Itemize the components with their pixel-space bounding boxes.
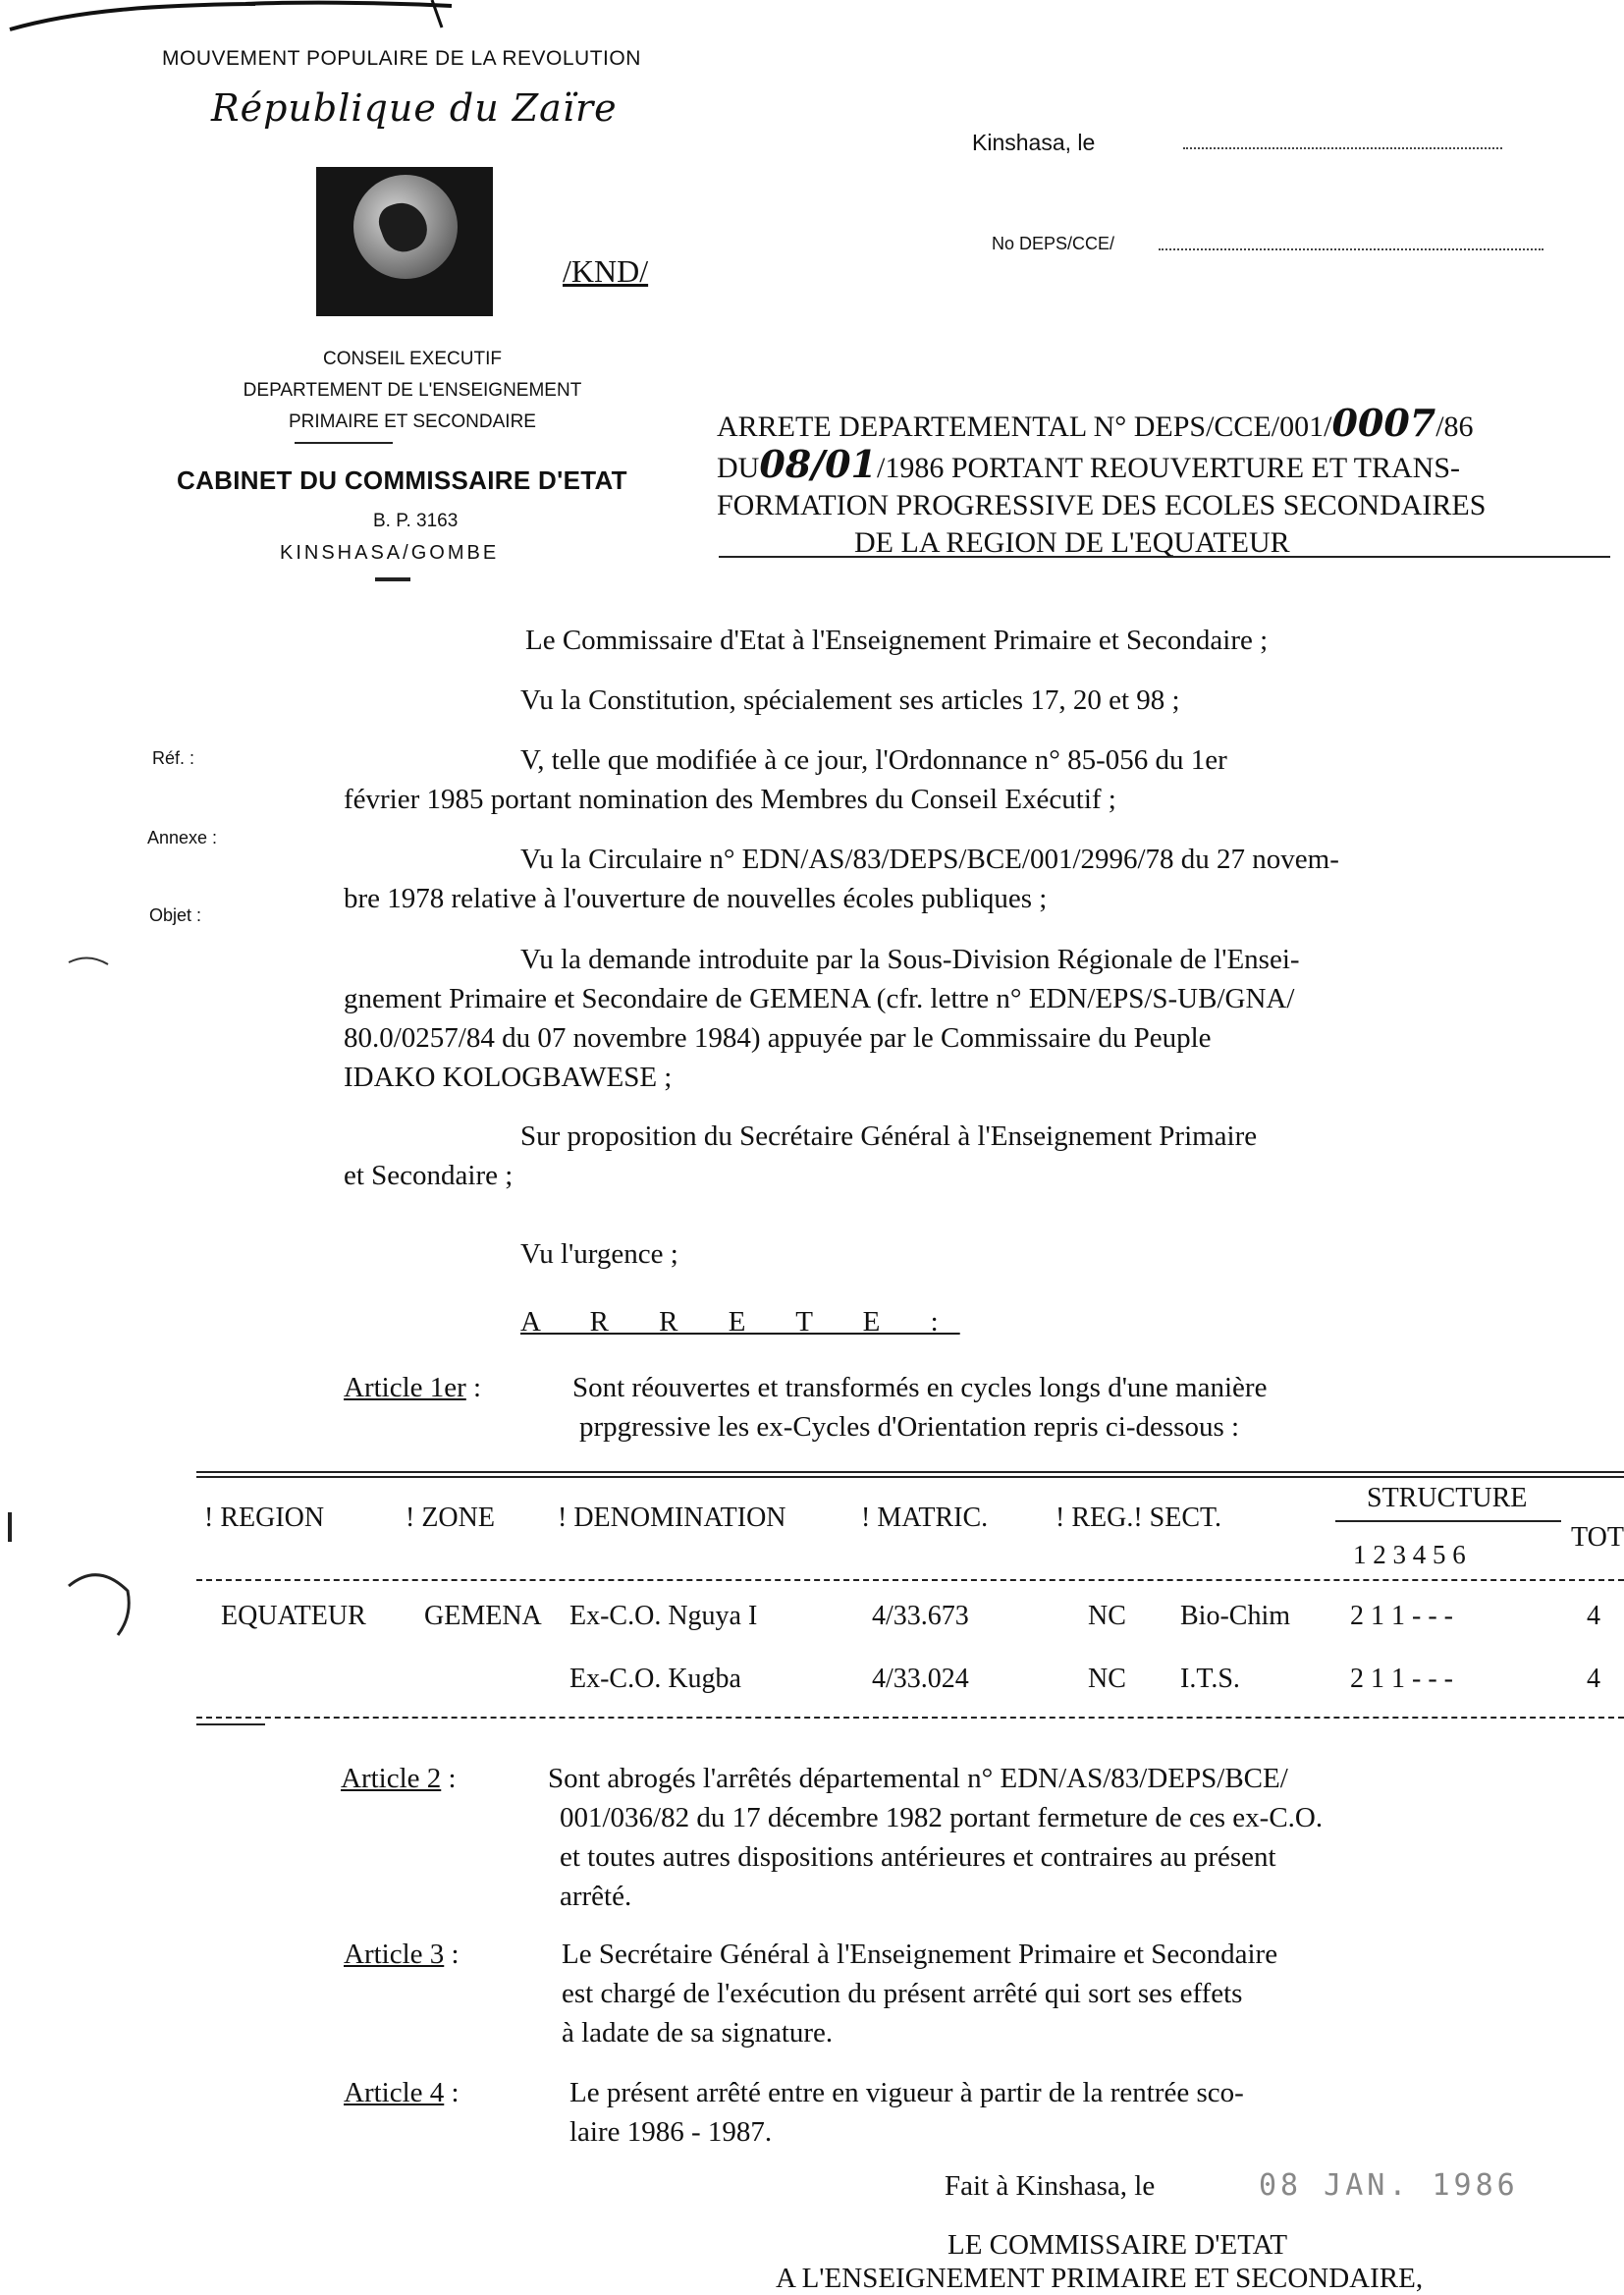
preamble-demande-d: IDAKO KOLOGBAWESE ;	[344, 1062, 673, 1093]
table-rule	[196, 1476, 1624, 1478]
preamble-constitution: Vu la Constitution, spécialement ses articles 17, 20 et 98 ;	[520, 684, 1180, 716]
cell-sect: I.T.S.	[1180, 1664, 1240, 1694]
decree-title	[717, 401, 1620, 562]
article2-b: 001/036/82 du 17 décembre 1982 portant fermeture de ces ex-C.O.	[560, 1802, 1324, 1833]
title-du: DU	[717, 452, 760, 484]
cabinet-title: CABINET DU COMMISSAIRE D'ETAT	[177, 465, 627, 495]
col-region: ! REGION	[204, 1503, 325, 1533]
article1-text-a: Sont réouvertes et transformés en cycles longs d'une manière	[572, 1372, 1268, 1403]
title-line3: FORMATION PROGRESSIVE DES ECOLES SECONDAIRES	[717, 489, 1487, 521]
divider	[295, 442, 393, 444]
department-line1: DEPARTEMENT DE L'ENSEIGNEMENT	[243, 380, 582, 401]
cell-denomination: Ex-C.O. Nguya I	[569, 1601, 758, 1631]
article3-label: Article 3 :	[344, 1939, 460, 1970]
ref-dotted-line	[1159, 248, 1543, 250]
article3-a: Le Secrétaire Général à l'Enseignement Primaire et Secondaire	[562, 1939, 1278, 1970]
preamble-proposition-a: Sur proposition du Secrétaire Général à l'Enseignement Primaire	[520, 1120, 1258, 1152]
arrete-heading: A R R E T E :	[520, 1306, 960, 1338]
title-year: /86	[1435, 410, 1474, 443]
cell-structure: 2 1 1 - - -	[1350, 1601, 1453, 1631]
preamble-circulaire-b: bre 1978 relative à l'ouverture de nouvelles écoles publiques ;	[344, 883, 1048, 914]
decree-date: 08/01	[759, 442, 877, 486]
national-emblem	[316, 167, 493, 316]
col-denomination: ! DENOMINATION	[558, 1503, 786, 1533]
ref-code: /KND/	[563, 253, 649, 289]
margin-mark	[59, 943, 118, 1021]
article3-label-text: Article 3	[344, 1939, 445, 1970]
republic-name: République du Zaïre	[211, 86, 618, 130]
table-rule	[196, 1723, 265, 1725]
cell-reg: NC	[1088, 1664, 1126, 1694]
preamble-demande-c: 80.0/0257/84 du 07 novembre 1984) appuyée par le Commissaire du Peuple	[344, 1022, 1212, 1054]
article2-d: arrêté.	[560, 1881, 632, 1912]
article2-label: Article 2 :	[341, 1763, 457, 1794]
preamble-circulaire-a: Vu la Circulaire n° EDN/AS/83/DEPS/BCE/001/2996/78 du 27 novem-	[520, 844, 1339, 875]
preamble-urgence: Vu l'urgence ;	[520, 1238, 678, 1270]
article3-c: à ladate de sa signature.	[562, 2017, 834, 2049]
top-signature-scribble	[0, 0, 491, 39]
article4-label: Article 4 :	[344, 2077, 460, 2108]
col-structure: STRUCTURE	[1367, 1483, 1528, 1513]
title-underline	[719, 556, 1610, 558]
structure-rule	[1335, 1520, 1561, 1522]
preamble-demande-b: gnement Primaire et Secondaire de GEMENA (cfr. lettre n° EDN/EPS/S-UB/GNA/	[344, 983, 1295, 1014]
decree-number: 0007	[1331, 401, 1436, 445]
col-zone: ! ZONE	[406, 1503, 495, 1533]
preamble-ordonnance-a: V, telle que modifiée à ce jour, l'Ordonnance n° 85-056 du 1er	[520, 744, 1227, 776]
preamble-demande-a: Vu la demande introduite par la Sous-Division Régionale de l'Ensei-	[520, 944, 1300, 975]
title-line1: ARRETE DEPARTEMENTAL N° DEPS/CCE/001/	[717, 410, 1332, 443]
cell-total: 4	[1587, 1601, 1600, 1631]
cell-reg: NC	[1088, 1601, 1126, 1631]
cell-denomination: Ex-C.O. Kugba	[569, 1664, 741, 1694]
preamble-ordonnance-b: février 1985 portant nomination des Membres du Conseil Exécutif ;	[344, 784, 1116, 815]
date-dotted-line	[1183, 147, 1502, 149]
col-structure-years: 1 2 3 4 5 6	[1353, 1540, 1466, 1569]
article4-label-text: Article 4	[344, 2077, 445, 2108]
city: KINSHASA/GOMBE	[280, 542, 500, 564]
title-line2: /1986 PORTANT REOUVERTURE ET TRANS-	[876, 452, 1461, 484]
ref-label: Réf. :	[152, 748, 195, 768]
margin-mark	[59, 1557, 137, 1645]
cell-sect: Bio-Chim	[1180, 1601, 1291, 1631]
objet-label: Objet :	[149, 905, 202, 925]
margin-mark	[8, 1512, 12, 1542]
article3-b: est chargé de l'exécution du présent arrêté qui sort ses effets	[562, 1978, 1243, 2009]
cell-matric: 4/33.673	[872, 1601, 969, 1631]
cell-zone: GEMENA	[424, 1601, 542, 1631]
col-matric: ! MATRIC.	[861, 1503, 989, 1533]
title-line4: DE LA REGION DE L'EQUATEUR	[854, 526, 1290, 559]
divider	[375, 577, 410, 581]
department-line2: PRIMAIRE ET SECONDAIRE	[289, 411, 536, 432]
po-box: B. P. 3163	[373, 511, 459, 531]
table-rule	[196, 1717, 1624, 1719]
date-stamp: 08 JAN. 1986	[1259, 2168, 1519, 2203]
cell-matric: 4/33.024	[872, 1664, 969, 1694]
council-name: CONSEIL EXECUTIF	[323, 349, 502, 369]
commissioner-title: LE COMMISSAIRE D'ETAT	[947, 2229, 1288, 2261]
article2-label-text: Article 2	[341, 1763, 442, 1794]
article1-label-text: Article 1er	[344, 1372, 466, 1403]
cell-structure: 2 1 1 - - -	[1350, 1664, 1453, 1694]
article1-label: Article 1er :	[344, 1372, 482, 1403]
article2-c: et toutes autres dispositions antérieures et contraires au présent	[560, 1841, 1276, 1873]
ref-number-label: No DEPS/CCE/	[992, 234, 1115, 253]
col-reg-sect: ! REG.! SECT.	[1056, 1503, 1222, 1533]
article2-a: Sont abrogés l'arrêtés départemental n° EDN/AS/83/DEPS/BCE/	[548, 1763, 1288, 1794]
preamble-commissioner: Le Commissaire d'Etat à l'Enseignement Primaire et Secondaire ;	[525, 625, 1269, 656]
place-date-label: Kinshasa, le	[972, 130, 1096, 155]
article4-a: Le présent arrêté entre en vigueur à partir de la rentrée sco-	[569, 2077, 1244, 2108]
council-block	[167, 344, 658, 438]
article4-b: laire 1986 - 1987.	[569, 2116, 773, 2148]
annexe-label: Annexe :	[147, 828, 218, 847]
movement-line: MOUVEMENT POPULAIRE DE LA REVOLUTION	[162, 47, 641, 70]
cell-total: 4	[1587, 1664, 1600, 1694]
table-rule	[196, 1471, 1624, 1473]
cell-region: EQUATEUR	[221, 1601, 366, 1631]
preamble-proposition-b: et Secondaire ;	[344, 1160, 514, 1191]
article1-text-b: prpgressive les ex-Cycles d'Orientation repris ci-dessous :	[579, 1411, 1240, 1443]
table-rule	[196, 1579, 1624, 1581]
col-total: TOT	[1571, 1522, 1624, 1553]
done-at: Fait à Kinshasa, le	[945, 2170, 1156, 2202]
commissioner-department: A L'ENSEIGNEMENT PRIMAIRE ET SECONDAIRE,	[776, 2263, 1424, 2294]
